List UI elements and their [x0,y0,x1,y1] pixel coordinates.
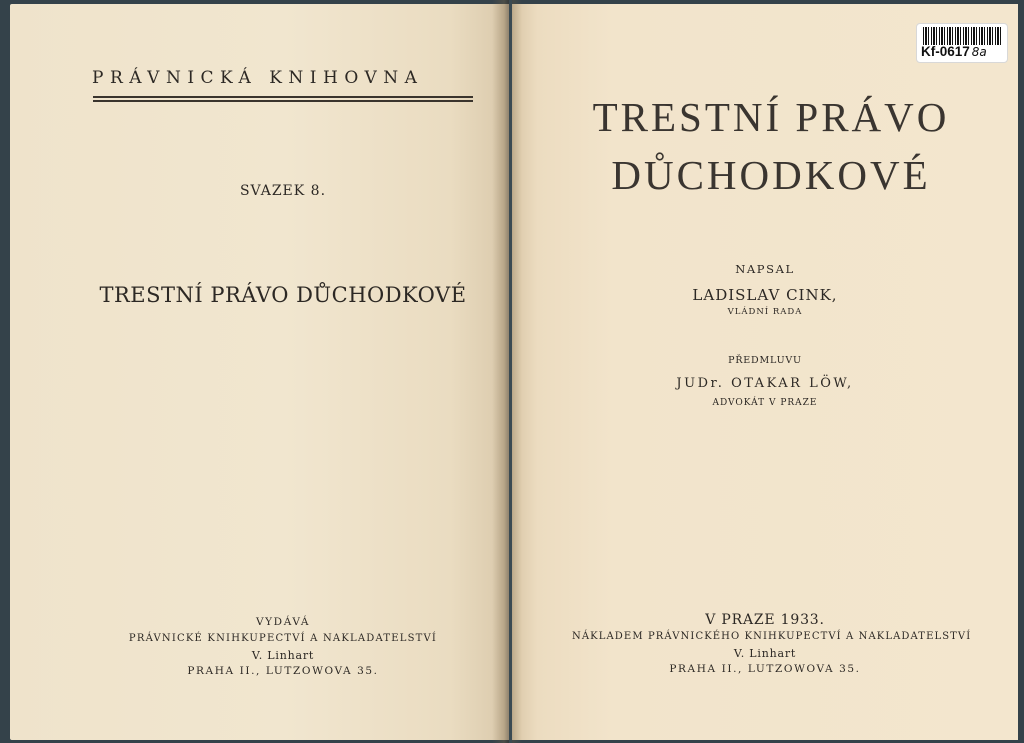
half-title: TRESTNÍ PRÁVO DŮCHODKOVÉ [99,283,467,307]
library-barcode-label [916,23,1008,63]
predmluvu-label: PŘEDMLUVU [728,355,802,366]
place-and-year: V PRAZE 1933. [705,612,825,628]
author-name: LADISLAV CINK, [692,286,838,304]
right-publisher-line-1: NÁKLADEM PRÁVNICKÉHO KNIHKUPECTVÍ A NAKLADATELSTVÍ [572,631,972,642]
series-rule-top [93,96,473,98]
left-publisher-line-2: PRÁVNICKÉ KNIHKUPECTVÍ A NAKLADATELSTVÍ [128,633,438,644]
series-rule-bottom [93,100,473,102]
library-code: Kf-0617 8a [921,44,987,59]
main-title-line-2: DŮCHODKOVÉ [611,152,931,198]
left-publisher-line-3: V. Linhart [251,649,315,662]
right-publisher-line-3: PRAHA II., LUTZOWOVA 35. [669,663,861,675]
handwritten-suffix: 8a [971,45,987,59]
series-title: PRÁVNICKÁ KNIHOVNA [92,68,424,88]
volume-number: SVAZEK 8. [239,183,327,199]
barcode-icon [923,27,1001,45]
right-publisher-line-2: V. Linhart [733,647,797,660]
book-gutter [492,0,522,743]
main-title-line-1: TRESTNÍ PRÁVO [592,94,950,140]
foreword-role: ADVOKÁT V PRAZE [712,398,818,408]
left-publisher-line-1: VYDÁVÁ [255,616,311,628]
foreword-author: JUDr. OTAKAR LÖW, [676,376,854,391]
napsal-label: NAPSAL [735,262,795,276]
spine-line [509,0,512,743]
left-publisher-line-4: PRAHA II., LUTZOWOVA 35. [187,665,379,677]
left-page [10,4,510,740]
author-role: VLÁDNÍ RADA [727,307,803,317]
